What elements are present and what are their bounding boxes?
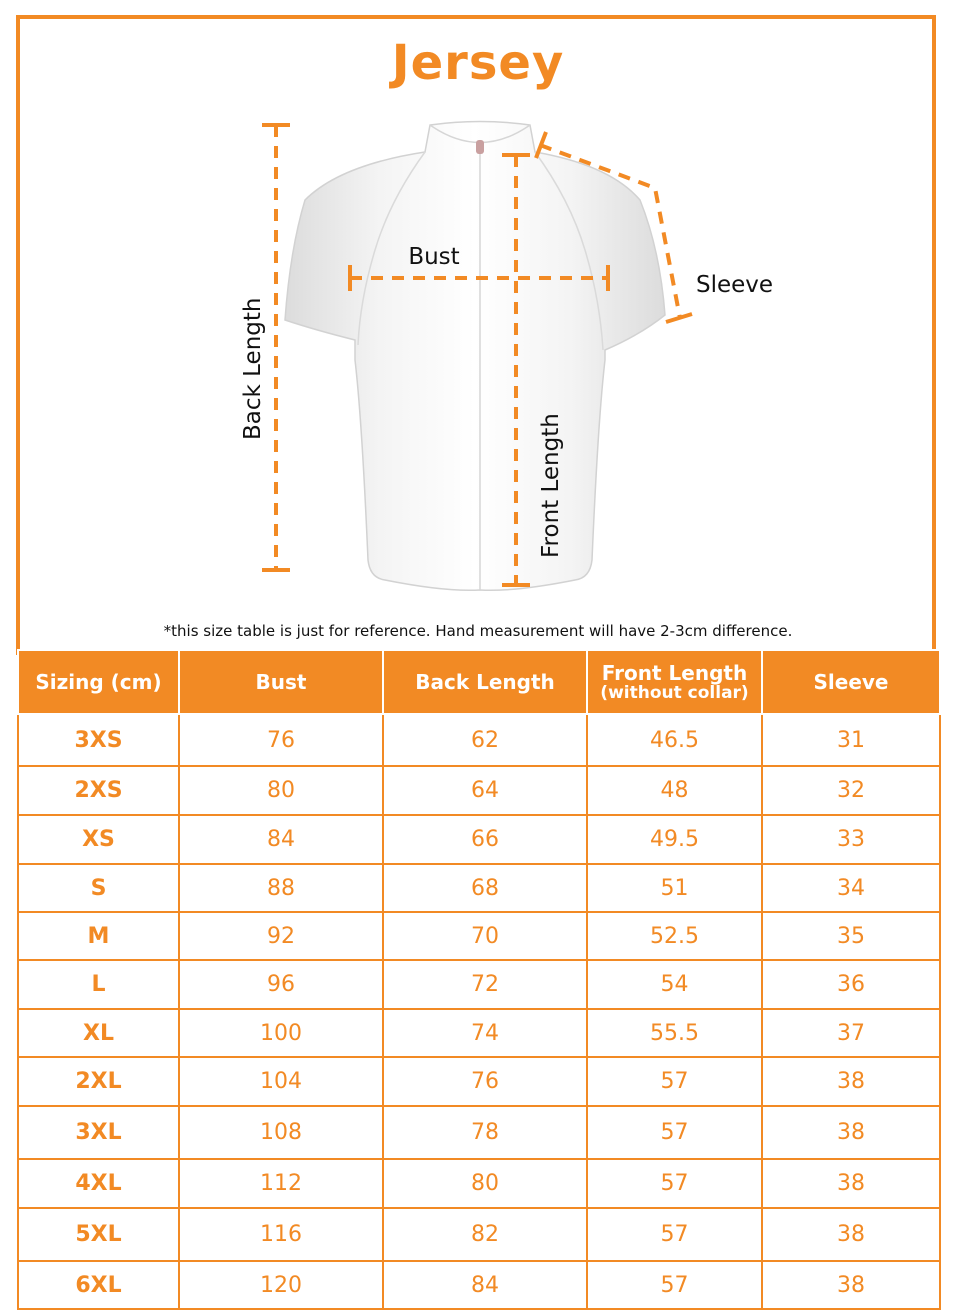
- size-cell: 2XL: [18, 1057, 179, 1106]
- measurement-cell: 92: [179, 912, 383, 960]
- measurement-cell: 78: [383, 1106, 587, 1159]
- measurement-cell: 31: [762, 714, 940, 766]
- measurement-cell: 74: [383, 1009, 587, 1057]
- measurement-cell: 62: [383, 714, 587, 766]
- measurement-cell: 37: [762, 1009, 940, 1057]
- measurement-cell: 120: [179, 1261, 383, 1309]
- measurement-cell: 76: [179, 714, 383, 766]
- measurement-cell: 35: [762, 912, 940, 960]
- measurement-cell: 55.5: [587, 1009, 762, 1057]
- table-row: [18, 1106, 940, 1159]
- measurement-cell: 70: [383, 912, 587, 960]
- measurement-cell: 32: [762, 766, 940, 815]
- measurement-cell: 100: [179, 1009, 383, 1057]
- header-sizing: Sizing (cm): [18, 650, 179, 714]
- measurement-cell: 57: [587, 1261, 762, 1309]
- measurement-cell: 57: [587, 1159, 762, 1208]
- measurement-cell: 51: [587, 864, 762, 912]
- measurement-cell: 84: [179, 815, 383, 864]
- jersey-illustration: [285, 122, 665, 591]
- measurement-cell: 68: [383, 864, 587, 912]
- jersey-diagram: [0, 0, 956, 640]
- header-bust: Bust: [179, 650, 383, 714]
- measurement-cell: 38: [762, 1208, 940, 1261]
- sleeve-label: Sleeve: [696, 272, 774, 298]
- measurement-cell: 84: [383, 1261, 587, 1309]
- measurement-cell: 54: [587, 960, 762, 1009]
- measurement-cell: 36: [762, 960, 940, 1009]
- measurement-cell: 38: [762, 1106, 940, 1159]
- measurement-cell: 96: [179, 960, 383, 1009]
- measurement-cell: 34: [762, 864, 940, 912]
- measurement-cell: 108: [179, 1106, 383, 1159]
- size-cell: M: [18, 912, 179, 960]
- size-cell: 3XL: [18, 1106, 179, 1159]
- header-sleeve: Sleeve: [762, 650, 940, 714]
- table-row: [18, 912, 940, 960]
- size-cell: XS: [18, 815, 179, 864]
- measurement-cell: 46.5: [587, 714, 762, 766]
- measurement-cell: 76: [383, 1057, 587, 1106]
- measurement-cell: 38: [762, 1057, 940, 1106]
- back-length-label: Back Length: [240, 297, 266, 440]
- header-back-length: Back Length: [383, 650, 587, 714]
- measurement-cell: 104: [179, 1057, 383, 1106]
- measurement-cell: 112: [179, 1159, 383, 1208]
- table-row: [18, 960, 940, 1009]
- table-row: [18, 1009, 940, 1057]
- measurement-cell: 33: [762, 815, 940, 864]
- size-cell: XL: [18, 1009, 179, 1057]
- table-row: [18, 1159, 940, 1208]
- size-cell: S: [18, 864, 179, 912]
- front-length-label: Front Length: [538, 413, 564, 558]
- measurement-cell: 82: [383, 1208, 587, 1261]
- size-cell: 5XL: [18, 1208, 179, 1261]
- header-front-length: Front Length (without collar): [587, 650, 762, 714]
- measurement-cell: 88: [179, 864, 383, 912]
- measurement-cell: 57: [587, 1106, 762, 1159]
- table-header-row: [18, 650, 940, 714]
- measurement-cell: 52.5: [587, 912, 762, 960]
- size-cell: L: [18, 960, 179, 1009]
- measurement-cell: 80: [383, 1159, 587, 1208]
- measurement-cell: 49.5: [587, 815, 762, 864]
- size-cell: 4XL: [18, 1159, 179, 1208]
- measurement-cell: 116: [179, 1208, 383, 1261]
- measurement-cell: 38: [762, 1261, 940, 1309]
- measurement-cell: 57: [587, 1057, 762, 1106]
- size-cell: 6XL: [18, 1261, 179, 1309]
- bust-label: Bust: [408, 244, 460, 270]
- table-row: [18, 815, 940, 864]
- table-row: [18, 714, 940, 766]
- measurement-cell: 64: [383, 766, 587, 815]
- measurement-cell: 57: [587, 1208, 762, 1261]
- measurement-cell: 48: [587, 766, 762, 815]
- measurement-cell: 80: [179, 766, 383, 815]
- table-row: [18, 766, 940, 815]
- size-cell: 2XS: [18, 766, 179, 815]
- table-row: [18, 1208, 940, 1261]
- table-row: [18, 1261, 940, 1309]
- size-cell: 3XS: [18, 714, 179, 766]
- page-title: Jersey: [391, 35, 565, 91]
- measurement-cell: 72: [383, 960, 587, 1009]
- reference-note: *this size table is just for reference. Hand measurement will have 2-3cm difference.: [163, 622, 793, 640]
- measurement-cell: 38: [762, 1159, 940, 1208]
- measurement-cell: 66: [383, 815, 587, 864]
- size-table: [17, 649, 941, 1310]
- table-row: [18, 864, 940, 912]
- table-row: [18, 1057, 940, 1106]
